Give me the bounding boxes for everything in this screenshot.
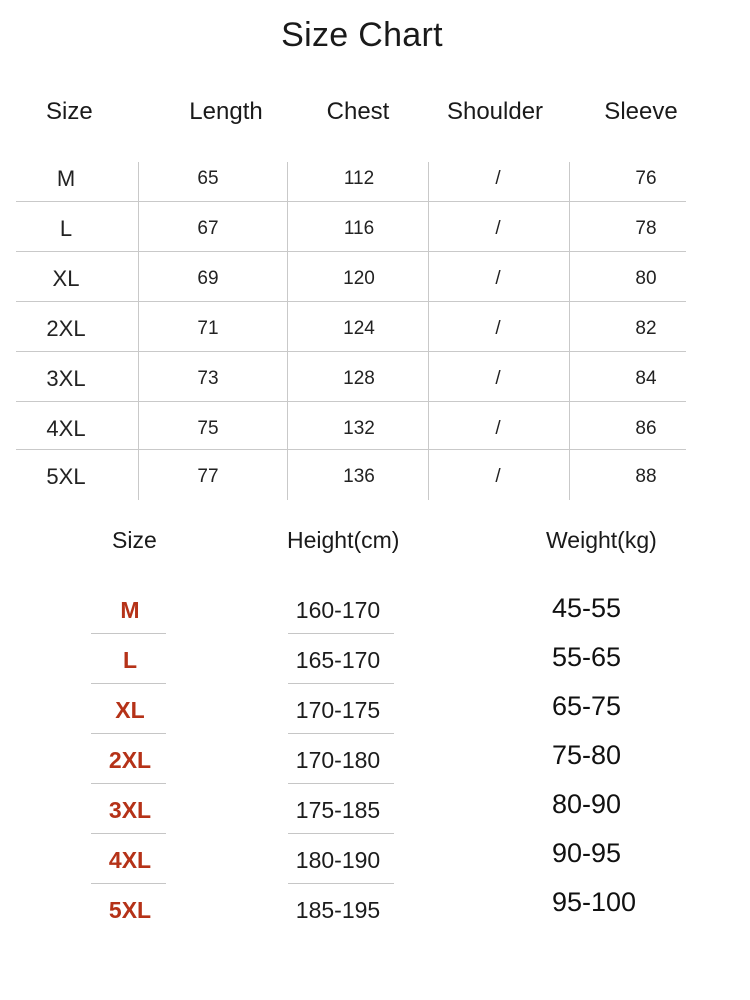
- row-size: XL: [115, 697, 145, 723]
- row-length: 73: [197, 368, 219, 389]
- table-row: [16, 252, 686, 302]
- row-length: 69: [197, 268, 219, 289]
- header-shoulder: Shoulder: [446, 98, 544, 125]
- table-row: [16, 152, 686, 202]
- row-size: L: [122, 647, 138, 673]
- table-row: [16, 402, 686, 452]
- page-title: Size Chart: [281, 16, 443, 54]
- row-weight: 80-90: [552, 789, 622, 819]
- row-weight: 65-75: [552, 691, 622, 721]
- row-height: 185-195: [295, 897, 381, 923]
- row-size: 3XL: [108, 797, 152, 823]
- row-divider: [91, 683, 166, 684]
- row-sleeve: 84: [635, 368, 657, 389]
- header-size: Size: [46, 98, 93, 125]
- row-weight: 95-100: [552, 887, 637, 917]
- row-length: 75: [197, 418, 219, 439]
- header-sleeve: Sleeve: [604, 98, 678, 125]
- row-chest: 128: [343, 368, 375, 389]
- row-chest: 124: [343, 318, 375, 339]
- measurements-table: [16, 152, 686, 500]
- header-size-2: Size: [112, 527, 157, 553]
- row-sleeve: 76: [635, 168, 657, 189]
- header-height: Height(cm): [287, 527, 400, 553]
- row-size: L: [59, 216, 73, 241]
- row-divider: [288, 733, 394, 734]
- row-weight: 90-95: [552, 838, 622, 868]
- row-height: 165-170: [295, 647, 381, 673]
- table-row: [16, 202, 686, 252]
- row-shoulder: /: [495, 218, 501, 239]
- row-shoulder: /: [495, 168, 501, 189]
- header-length: Length: [189, 98, 263, 125]
- row-chest: 136: [343, 466, 375, 487]
- row-sleeve: 88: [635, 466, 657, 487]
- row-length: 67: [197, 218, 219, 239]
- row-size: 2XL: [108, 747, 152, 773]
- row-length: 65: [197, 168, 219, 189]
- row-divider: [91, 883, 166, 884]
- row-size: 4XL: [108, 847, 152, 873]
- row-height: 175-185: [295, 797, 381, 823]
- row-chest: 132: [343, 418, 375, 439]
- row-size: 5XL: [108, 897, 152, 923]
- row-length: 77: [197, 466, 219, 487]
- row-shoulder: /: [495, 418, 501, 439]
- row-height: 160-170: [295, 597, 381, 623]
- row-divider: [288, 683, 394, 684]
- row-size: M: [56, 166, 76, 191]
- row-weight: 45-55: [552, 593, 622, 623]
- header-weight: Weight(kg): [546, 527, 657, 553]
- row-height: 170-180: [295, 747, 381, 773]
- row-size: 2XL: [46, 316, 86, 341]
- row-divider: [91, 633, 166, 634]
- row-divider: [288, 633, 394, 634]
- row-shoulder: /: [495, 318, 501, 339]
- row-weight: 55-65: [552, 642, 622, 672]
- row-sleeve: 80: [635, 268, 657, 289]
- table-row: [16, 450, 686, 500]
- row-sleeve: 86: [635, 418, 657, 439]
- row-divider: [288, 883, 394, 884]
- row-divider: [288, 833, 394, 834]
- table-row: [16, 352, 686, 402]
- row-shoulder: /: [495, 466, 501, 487]
- row-size: 3XL: [46, 366, 86, 391]
- row-shoulder: /: [495, 268, 501, 289]
- row-weight: 75-80: [552, 740, 622, 770]
- row-size: XL: [52, 266, 80, 291]
- row-size: M: [120, 597, 140, 623]
- row-divider: [91, 783, 166, 784]
- row-length: 71: [197, 318, 219, 339]
- row-chest: 112: [343, 168, 375, 189]
- row-chest: 116: [343, 218, 375, 239]
- row-height: 180-190: [295, 847, 381, 873]
- row-height: 170-175: [295, 697, 381, 723]
- row-shoulder: /: [495, 368, 501, 389]
- header-chest: Chest: [326, 98, 390, 125]
- row-chest: 120: [343, 268, 375, 289]
- table-row: [16, 302, 686, 352]
- row-sleeve: 82: [635, 318, 657, 339]
- row-size: 4XL: [46, 416, 86, 441]
- row-divider: [288, 783, 394, 784]
- row-divider: [91, 733, 166, 734]
- row-size: 5XL: [46, 464, 86, 489]
- row-divider: [91, 833, 166, 834]
- row-sleeve: 78: [635, 218, 657, 239]
